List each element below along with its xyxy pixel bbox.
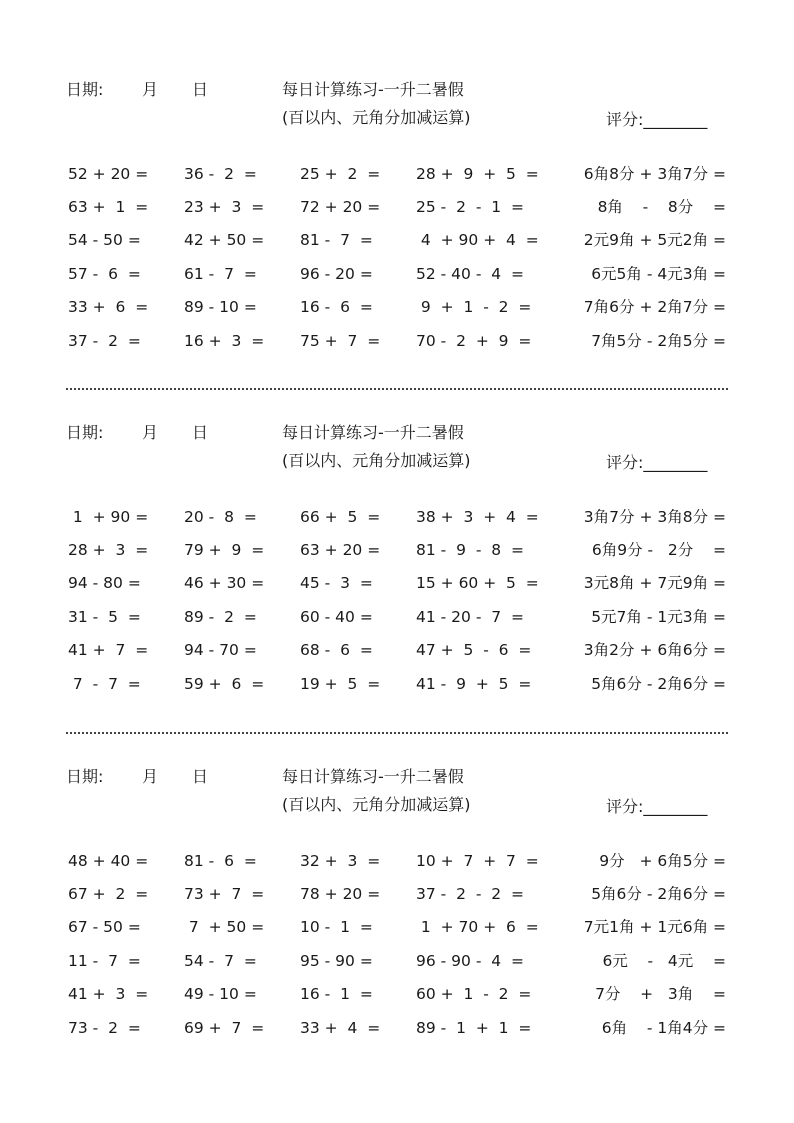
score-label: 评分:________ — [606, 453, 708, 472]
math-problem: 4 + 90 + 4 = — [416, 231, 539, 249]
math-problem: 81 - 7 = — [300, 231, 373, 249]
math-problem: 10 + 7 + 7 = — [416, 852, 539, 870]
problem-row — [0, 851, 794, 871]
math-problem: 41 + 3 = — [68, 985, 149, 1003]
worksheet-block — [0, 423, 794, 753]
math-problem: 1 + 90 = — [68, 508, 149, 526]
math-problem: 37 - 2 = — [68, 332, 141, 350]
problem-row — [0, 507, 794, 527]
math-problem: 9分 + 6角5分 = — [599, 852, 726, 870]
math-problem: 7 + 50 = — [184, 918, 265, 936]
problem-row — [0, 540, 794, 560]
math-problem: 28 + 9 + 5 = — [416, 165, 539, 183]
math-problem: 46 + 30 = — [184, 574, 265, 592]
math-problem: 89 - 1 + 1 = — [416, 1019, 532, 1037]
problem-row — [0, 884, 794, 904]
math-problem: 16 - 1 = — [300, 985, 373, 1003]
math-problem: 73 - 2 = — [68, 1019, 141, 1037]
math-problem: 25 + 2 = — [300, 165, 381, 183]
math-problem: 33 + 4 = — [300, 1019, 381, 1037]
worksheet-subtitle: (百以内、元角分加减运算) — [282, 795, 471, 814]
problem-row — [0, 607, 794, 627]
math-problem: 61 - 7 = — [184, 265, 257, 283]
math-problem: 63 + 1 = — [68, 198, 149, 216]
math-problem: 1 + 70 + 6 = — [416, 918, 539, 936]
month-label: 月 — [142, 767, 159, 786]
math-problem: 75 + 7 = — [300, 332, 381, 350]
math-problem: 6角 - 1角4分 = — [601, 1019, 726, 1037]
math-problem: 52 + 20 = — [68, 165, 149, 183]
math-problem: 95 - 90 = — [300, 952, 373, 970]
math-problem: 10 - 1 = — [300, 918, 373, 936]
math-problem: 16 + 3 = — [184, 332, 265, 350]
math-problem: 63 + 20 = — [300, 541, 381, 559]
math-problem: 41 - 9 + 5 = — [416, 675, 532, 693]
math-problem: 45 - 3 = — [300, 574, 373, 592]
math-problem: 54 - 50 = — [68, 231, 141, 249]
math-problem: 73 + 7 = — [184, 885, 265, 903]
math-problem: 94 - 70 = — [184, 641, 257, 659]
problem-row — [0, 951, 794, 971]
math-problem: 7元1角 + 1元6角 = — [583, 918, 726, 936]
math-problem: 3元8角 + 7元9角 = — [583, 574, 726, 592]
problem-row — [0, 573, 794, 593]
math-problem: 28 + 3 = — [68, 541, 149, 559]
math-problem: 96 - 90 - 4 = — [416, 952, 524, 970]
math-problem: 57 - 6 = — [68, 265, 141, 283]
day-label: 日 — [192, 80, 209, 99]
month-label: 月 — [142, 423, 159, 442]
math-problem: 33 + 6 = — [68, 298, 149, 316]
dotted-divider — [66, 388, 728, 390]
math-problem: 5元7角 - 1元3角 = — [591, 608, 726, 626]
math-problem: 47 + 5 - 6 = — [416, 641, 532, 659]
math-problem: 70 - 2 + 9 = — [416, 332, 532, 350]
date-label: 日期: — [66, 423, 104, 442]
problem-row — [0, 264, 794, 284]
math-problem: 6元5角 - 4元3角 = — [591, 265, 726, 283]
math-problem: 41 - 20 - 7 = — [416, 608, 524, 626]
date-label: 日期: — [66, 767, 104, 786]
math-problem: 81 - 6 = — [184, 852, 257, 870]
math-problem: 2元9角 + 5元2角 = — [583, 231, 726, 249]
math-problem: 3角2分 + 6角6分 = — [583, 641, 726, 659]
math-problem: 31 - 5 = — [68, 608, 141, 626]
math-problem: 11 - 7 = — [68, 952, 141, 970]
math-problem: 67 + 2 = — [68, 885, 149, 903]
math-problem: 60 - 40 = — [300, 608, 373, 626]
math-problem: 20 - 8 = — [184, 508, 257, 526]
problem-row — [0, 297, 794, 317]
math-problem: 89 - 10 = — [184, 298, 257, 316]
math-problem: 23 + 3 = — [184, 198, 265, 216]
math-problem: 5角6分 - 2角6分 = — [591, 675, 726, 693]
worksheet-block — [0, 80, 794, 410]
math-problem: 79 + 9 = — [184, 541, 265, 559]
math-problem: 54 - 7 = — [184, 952, 257, 970]
math-problem: 19 + 5 = — [300, 675, 381, 693]
problem-row — [0, 197, 794, 217]
problem-row — [0, 984, 794, 1004]
date-label: 日期: — [66, 80, 104, 99]
problem-row — [0, 674, 794, 694]
math-problem: 7 - 7 = — [68, 675, 141, 693]
math-problem: 37 - 2 - 2 = — [416, 885, 524, 903]
math-problem: 41 + 7 = — [68, 641, 149, 659]
score-label: 评分:________ — [606, 797, 708, 816]
problem-row — [0, 640, 794, 660]
math-problem: 89 - 2 = — [184, 608, 257, 626]
math-problem: 60 + 1 - 2 = — [416, 985, 532, 1003]
math-problem: 66 + 5 = — [300, 508, 381, 526]
worksheet-subtitle: (百以内、元角分加减运算) — [282, 108, 471, 127]
math-problem: 6角9分 - 2分 = — [591, 541, 726, 559]
math-problem: 6角8分 + 3角7分 = — [583, 165, 726, 183]
math-problem: 52 - 40 - 4 = — [416, 265, 524, 283]
math-problem: 59 + 6 = — [184, 675, 265, 693]
math-problem: 49 - 10 = — [184, 985, 257, 1003]
math-problem: 3角7分 + 3角8分 = — [583, 508, 726, 526]
math-problem: 94 - 80 = — [68, 574, 141, 592]
math-problem: 9 + 1 - 2 = — [416, 298, 532, 316]
math-problem: 32 + 3 = — [300, 852, 381, 870]
worksheet-title: 每日计算练习-一升二暑假 — [282, 80, 464, 99]
math-problem: 72 + 20 = — [300, 198, 381, 216]
math-problem: 38 + 3 + 4 = — [416, 508, 539, 526]
math-problem: 7角6分 + 2角7分 = — [583, 298, 726, 316]
math-problem: 7分 + 3角 = — [595, 985, 726, 1003]
problem-row — [0, 917, 794, 937]
worksheet-title: 每日计算练习-一升二暑假 — [282, 423, 464, 442]
worksheet-title: 每日计算练习-一升二暑假 — [282, 767, 464, 786]
math-problem: 69 + 7 = — [184, 1019, 265, 1037]
math-problem: 81 - 9 - 8 = — [416, 541, 524, 559]
problem-row — [0, 331, 794, 351]
math-problem: 78 + 20 = — [300, 885, 381, 903]
problem-row — [0, 1018, 794, 1038]
math-problem: 5角6分 - 2角6分 = — [591, 885, 726, 903]
math-problem: 96 - 20 = — [300, 265, 373, 283]
day-label: 日 — [192, 423, 209, 442]
math-problem: 67 - 50 = — [68, 918, 141, 936]
worksheet-block — [0, 767, 794, 1097]
math-problem: 8角 - 8分 = — [597, 198, 726, 216]
problem-row — [0, 164, 794, 184]
problem-row — [0, 230, 794, 250]
day-label: 日 — [192, 767, 209, 786]
math-problem: 7角5分 - 2角5分 = — [591, 332, 726, 350]
math-problem: 15 + 60 + 5 = — [416, 574, 539, 592]
month-label: 月 — [142, 80, 159, 99]
worksheet-subtitle: (百以内、元角分加减运算) — [282, 451, 471, 470]
dotted-divider — [66, 732, 728, 734]
math-problem: 36 - 2 = — [184, 165, 257, 183]
score-label: 评分:________ — [606, 110, 708, 129]
math-problem: 16 - 6 = — [300, 298, 373, 316]
math-problem: 25 - 2 - 1 = — [416, 198, 524, 216]
math-problem: 42 + 50 = — [184, 231, 265, 249]
math-problem: 48 + 40 = — [68, 852, 149, 870]
math-problem: 6元 - 4元 = — [602, 952, 726, 970]
math-problem: 68 - 6 = — [300, 641, 373, 659]
